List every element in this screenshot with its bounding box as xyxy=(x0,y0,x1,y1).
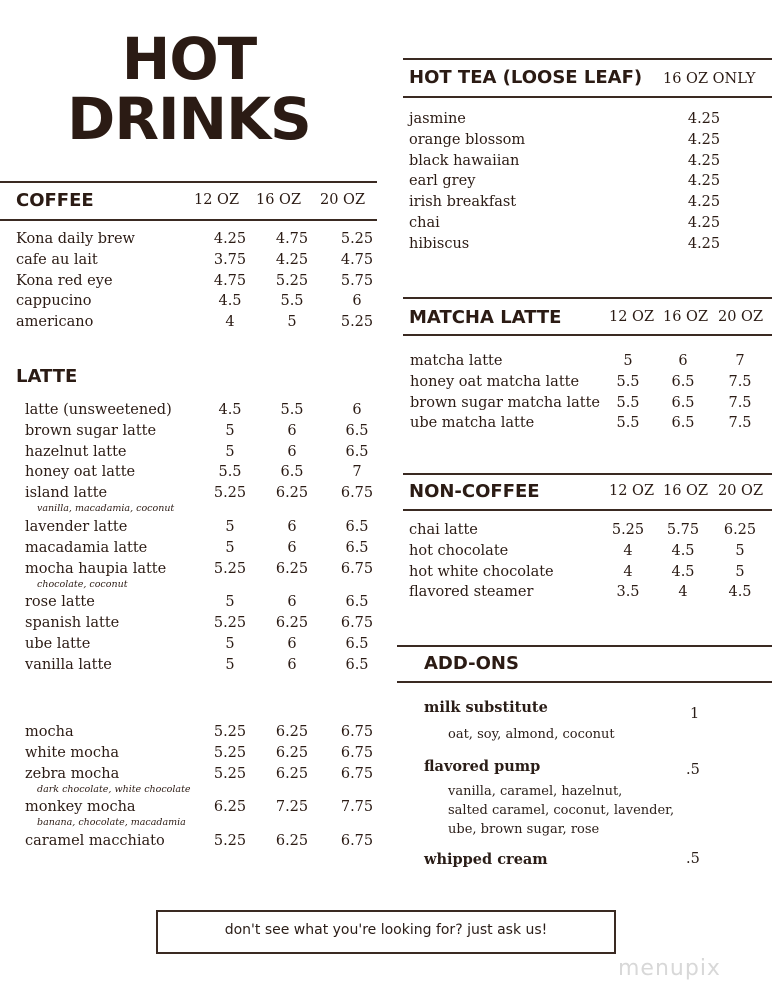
menu-item-name: lavender latte xyxy=(25,519,128,535)
matcha-size-16: 16 OZ xyxy=(663,309,709,325)
menu-item-name: chai xyxy=(409,215,440,231)
menu-item-price: 6.25 xyxy=(275,485,309,502)
menu-item-price: 6 xyxy=(287,443,297,460)
matcha-top-divider xyxy=(403,297,772,299)
menu-item-price: 6.5 xyxy=(671,394,695,411)
menu-item-price: 7.5 xyxy=(728,373,752,390)
menu-item-note: vanilla, macadamia, coconut xyxy=(37,503,175,515)
menu-item-price: 6.25 xyxy=(275,560,309,577)
tea-top-divider xyxy=(403,58,772,60)
menu-item-price: 4.25 xyxy=(213,231,247,247)
menu-item-name: Kona red eye xyxy=(16,272,113,289)
menu-item-price: 6.75 xyxy=(340,744,374,761)
menu-item-price: 3.5 xyxy=(616,584,640,601)
tea-bottom-divider xyxy=(403,96,772,98)
menu-item-note: chocolate, coconut xyxy=(37,578,128,590)
menu-item-name: Kona daily brew xyxy=(16,231,135,247)
menu-item-name: mocha haupia latte xyxy=(25,560,167,577)
menu-item-price: 5 xyxy=(225,519,235,535)
menu-item-price: 3.75 xyxy=(213,251,247,268)
menu-item-price: 5.25 xyxy=(213,485,247,502)
addon-pump-name: flavored pump xyxy=(424,758,541,775)
menu-item-price: 5.25 xyxy=(213,615,247,632)
noncoffee-top-divider xyxy=(403,473,772,475)
addon-pump-desc2: salted caramel, coconut, lavender, xyxy=(448,803,675,818)
menu-item-price: 4.25 xyxy=(687,235,721,252)
menu-item-price: 4.5 xyxy=(671,542,695,559)
menu-item-price: 4.25 xyxy=(687,194,721,211)
page-title-line2: DRINKS xyxy=(67,85,311,153)
menu-item-price: 5 xyxy=(225,656,235,673)
menu-item-price: 6.5 xyxy=(280,464,304,481)
menu-item-price: 5.75 xyxy=(340,272,374,289)
menu-item-price: 6 xyxy=(287,422,297,439)
menu-item-price: 5.25 xyxy=(340,314,374,331)
menu-item-price: 6.5 xyxy=(671,415,695,432)
menu-item-name: brown sugar latte xyxy=(25,422,157,439)
menu-item-price: 6 xyxy=(287,636,297,652)
menu-item-price: 5 xyxy=(225,539,235,556)
menu-item-name: matcha latte xyxy=(410,353,503,369)
menu-item-price: 6.25 xyxy=(723,522,757,538)
addon-pump-desc1: vanilla, caramel, hazelnut, xyxy=(448,784,623,799)
menu-item-name: hot chocolate xyxy=(409,542,509,559)
menu-item-price: 6.5 xyxy=(345,594,369,611)
menu-item-name: cafe au lait xyxy=(16,251,98,268)
coffee-top-divider xyxy=(0,181,377,183)
menu-item-note: banana, chocolate, macadamia xyxy=(37,817,186,829)
menu-item-name: hibiscus xyxy=(409,235,470,252)
menu-item-price: 6.5 xyxy=(345,539,369,556)
menu-item-price: 7.25 xyxy=(275,799,309,816)
menu-item-name: jasmine xyxy=(409,111,466,127)
noncoffee-header: NON-COFFEE xyxy=(409,481,540,502)
menu-item-name: flavored steamer xyxy=(409,584,534,601)
menu-item-price: 4.5 xyxy=(218,293,242,310)
menu-item-price: 5.5 xyxy=(616,394,640,411)
tea-size-label: 16 OZ ONLY xyxy=(663,71,756,87)
menu-item-price: 6.25 xyxy=(213,799,247,816)
menu-item-name: americano xyxy=(16,314,94,331)
menu-item-name: ube matcha latte xyxy=(410,415,535,432)
addon-milk-price: 1 xyxy=(690,706,700,722)
menu-item-name: hazelnut latte xyxy=(25,443,127,460)
menu-item-price: 6.5 xyxy=(345,422,369,439)
addon-pump-desc3: ube, brown sugar, rose xyxy=(448,822,600,837)
menu-item-price: 6.25 xyxy=(275,615,309,632)
menu-item-price: 7 xyxy=(352,464,362,481)
menu-item-price: 5 xyxy=(225,443,235,460)
menu-item-price: 6.25 xyxy=(275,744,309,761)
matcha-size-12: 12 OZ xyxy=(609,309,655,325)
noncoffee-size-12: 12 OZ xyxy=(609,483,655,499)
noncoffee-size-20: 20 OZ xyxy=(718,483,764,499)
menu-item-price: 5.25 xyxy=(213,724,247,740)
menu-item-name: monkey mocha xyxy=(25,799,136,816)
noncoffee-bottom-divider xyxy=(403,509,772,511)
menu-item-price: 5 xyxy=(735,542,745,559)
menu-item-price: 4 xyxy=(678,584,688,601)
menu-item-name: hot white chocolate xyxy=(409,563,554,580)
menu-item-price: 7.5 xyxy=(728,394,752,411)
menu-item-name: honey oat matcha latte xyxy=(410,373,580,390)
menu-item-name: vanilla latte xyxy=(25,656,112,673)
menu-item-price: 5 xyxy=(225,636,235,652)
addons-top-divider xyxy=(397,645,772,647)
menu-item-price: 5.5 xyxy=(616,373,640,390)
menu-item-price: 6 xyxy=(352,293,362,310)
menu-item-price: 5 xyxy=(287,314,297,331)
menu-item-name: latte (unsweetened) xyxy=(25,402,172,418)
menu-item-price: 5.25 xyxy=(213,833,247,850)
menu-item-price: 6 xyxy=(287,594,297,611)
addons-bottom-divider xyxy=(397,681,772,683)
menu-item-price: 6 xyxy=(287,656,297,673)
menu-item-name: zebra mocha xyxy=(25,765,120,782)
menu-item-price: 4.5 xyxy=(218,402,242,418)
menu-item-price: 4.25 xyxy=(687,152,721,169)
coffee-size-16: 16 OZ xyxy=(256,192,302,208)
menu-item-name: island latte xyxy=(25,485,108,502)
matcha-bottom-divider xyxy=(403,334,772,336)
footer-box xyxy=(156,910,616,954)
menu-item-price: 5.5 xyxy=(616,415,640,432)
watermark: menupix xyxy=(618,956,721,981)
menu-item-price: 4.75 xyxy=(213,272,247,289)
menu-item-price: 5.25 xyxy=(213,765,247,782)
menu-item-name: orange blossom xyxy=(409,131,526,148)
addon-cream-price: .5 xyxy=(686,851,700,867)
menu-item-name: rose latte xyxy=(25,594,95,611)
addon-pump-price: .5 xyxy=(686,762,700,778)
noncoffee-size-16: 16 OZ xyxy=(663,483,709,499)
menu-item-name: black hawaiian xyxy=(409,152,520,169)
menu-item-name: honey oat latte xyxy=(25,464,136,481)
coffee-size-12: 12 OZ xyxy=(194,192,240,208)
menu-item-price: 5 xyxy=(735,563,745,580)
menu-item-price: 6 xyxy=(352,402,362,418)
menu-item-price: 6.75 xyxy=(340,724,374,740)
menu-item-price: 5 xyxy=(225,422,235,439)
menu-item-name: brown sugar matcha latte xyxy=(410,394,601,411)
menu-item-price: 6.5 xyxy=(345,519,369,535)
addon-milk-desc: oat, soy, almond, coconut xyxy=(448,727,615,742)
menu-item-price: 4.25 xyxy=(687,111,721,127)
menu-item-price: 6.25 xyxy=(275,724,309,740)
menu-item-name: cappucino xyxy=(16,293,92,310)
menu-item-price: 4 xyxy=(225,314,235,331)
menu-item-price: 6.5 xyxy=(671,373,695,390)
coffee-header: COFFEE xyxy=(16,190,94,211)
menu-item-name: chai latte xyxy=(409,522,478,538)
menu-item-name: white mocha xyxy=(25,744,119,761)
menu-item-name: mocha xyxy=(25,724,74,740)
menu-item-name: spanish latte xyxy=(25,615,120,632)
menu-item-price: 5.25 xyxy=(340,231,374,247)
menu-item-price: 4.25 xyxy=(687,215,721,231)
menu-item-price: 6.25 xyxy=(275,833,309,850)
menu-item-name: caramel macchiato xyxy=(25,833,165,850)
matcha-size-20: 20 OZ xyxy=(718,309,764,325)
menu-item-price: 5 xyxy=(623,353,633,369)
menu-item-price: 6.75 xyxy=(340,615,374,632)
menu-item-name: ube latte xyxy=(25,636,91,652)
menu-item-price: 5.25 xyxy=(275,272,309,289)
menu-item-price: 6.75 xyxy=(340,765,374,782)
latte-header: LATTE xyxy=(16,366,78,387)
footer-text: don't see what you're looking for? just ask us! xyxy=(224,922,548,938)
menu-item-name: macadamia latte xyxy=(25,539,148,556)
menu-item-price: 6 xyxy=(678,353,688,369)
menu-item-price: 6.5 xyxy=(345,656,369,673)
menu-item-price: 5.5 xyxy=(280,402,304,418)
menu-item-price: 5.25 xyxy=(611,522,645,538)
menu-item-price: 7.5 xyxy=(728,415,752,432)
menu-item-price: 6 xyxy=(287,539,297,556)
menu-item-price: 5.25 xyxy=(213,560,247,577)
addon-cream-name: whipped cream xyxy=(424,851,548,868)
menu-item-price: 4.5 xyxy=(671,563,695,580)
tea-header: HOT TEA (LOOSE LEAF) xyxy=(409,67,643,88)
menu-item-price: 5.5 xyxy=(218,464,242,481)
menu-item-price: 6.75 xyxy=(340,560,374,577)
menu-item-price: 6.75 xyxy=(340,485,374,502)
menu-item-price: 6 xyxy=(287,519,297,535)
coffee-bottom-divider xyxy=(0,219,377,221)
menu-item-note: dark chocolate, white chocolate xyxy=(37,783,191,795)
menu-item-price: 4.25 xyxy=(275,251,309,268)
menu-item-price: 5 xyxy=(225,594,235,611)
menu-item-price: 6.5 xyxy=(345,636,369,652)
menu-item-price: 7.75 xyxy=(340,799,374,816)
menu-item-price: 4.75 xyxy=(340,251,374,268)
menu-item-price: 6.5 xyxy=(345,443,369,460)
matcha-header: MATCHA LATTE xyxy=(409,307,562,328)
menu-item-price: 4.5 xyxy=(728,584,752,601)
addon-milk-name: milk substitute xyxy=(424,699,548,716)
menu-item-price: 5.75 xyxy=(666,522,700,538)
menu-item-price: 7 xyxy=(735,353,745,369)
menu-item-name: irish breakfast xyxy=(409,194,517,211)
page-title-line1: HOT xyxy=(121,25,257,93)
menu-item-price: 4.25 xyxy=(687,173,721,190)
menu-item-name: earl grey xyxy=(409,173,476,190)
menu-item-price: 6.75 xyxy=(340,833,374,850)
menu-item-price: 4 xyxy=(623,563,633,580)
addons-header: ADD-ONS xyxy=(424,653,519,674)
menu-item-price: 6.25 xyxy=(275,765,309,782)
menu-item-price: 4.75 xyxy=(275,231,309,247)
menu-item-price: 4.25 xyxy=(687,131,721,148)
coffee-size-20: 20 OZ xyxy=(320,192,366,208)
menu-item-price: 5.25 xyxy=(213,744,247,761)
menu-item-price: 5.5 xyxy=(280,293,304,310)
menu-item-price: 4 xyxy=(623,542,633,559)
